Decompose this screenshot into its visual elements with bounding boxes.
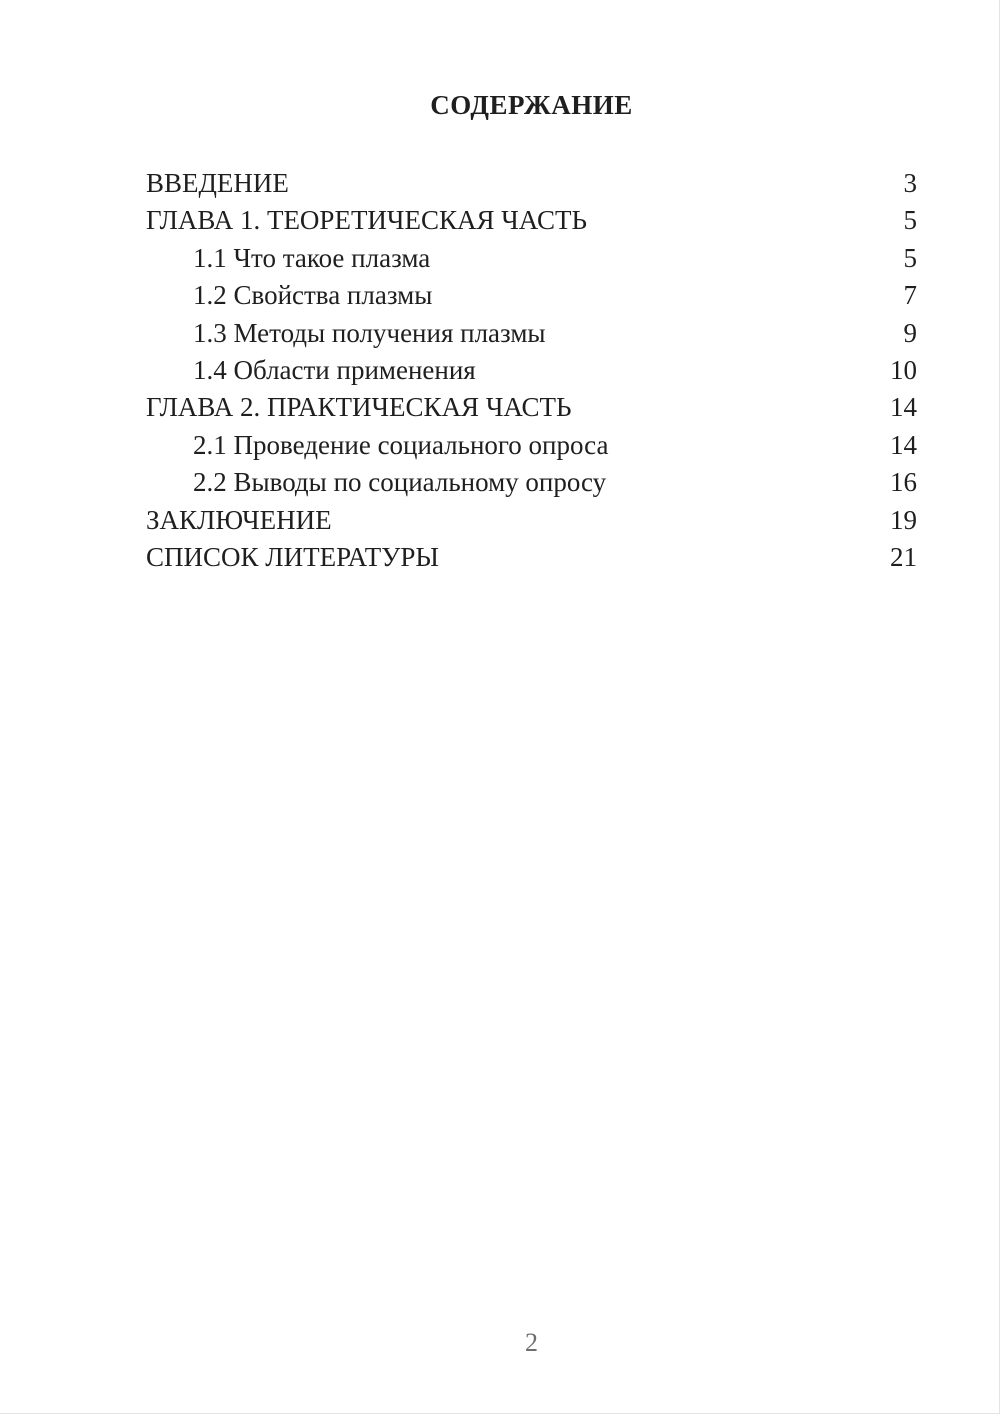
toc-entry-page: 16 bbox=[890, 467, 917, 498]
toc-entry-label: СПИСОК ЛИТЕРАТУРЫ bbox=[146, 541, 439, 572]
toc-entry-page: 14 bbox=[890, 392, 917, 423]
toc-entry-label: 1.3 Методы получения плазмы bbox=[193, 317, 546, 348]
toc-entry-page: 3 bbox=[903, 168, 917, 198]
toc-entry-page: 5 bbox=[903, 242, 917, 273]
toc-entry-page: 9 bbox=[903, 317, 917, 348]
toc-entry bbox=[146, 389, 917, 426]
toc-entry bbox=[146, 315, 917, 352]
toc-entry bbox=[146, 240, 917, 277]
toc-entry-page: 19 bbox=[890, 504, 917, 535]
toc-entry-label: 1.4 Области применения bbox=[193, 354, 476, 385]
toc-entry-label: ГЛАВА 1. ТЕОРЕТИЧЕСКАЯ ЧАСТЬ bbox=[146, 205, 587, 236]
toc-entry-label: ГЛАВА 2. ПРАКТИЧЕСКАЯ ЧАСТЬ bbox=[146, 392, 572, 423]
toc-entry bbox=[146, 202, 917, 239]
toc-entry-label: 1.1 Что такое плазма bbox=[193, 242, 431, 273]
toc-entry-label: 2.2 Выводы по социальному опросу bbox=[193, 467, 607, 498]
toc-entry bbox=[146, 277, 917, 314]
toc-entry-label: ЗАКЛЮЧЕНИЕ bbox=[146, 504, 332, 535]
toc-entry-page: 10 bbox=[890, 354, 917, 385]
toc-entry bbox=[146, 464, 917, 501]
table-of-contents bbox=[146, 165, 917, 576]
toc-entry-label: 1.2 Свойства плазмы bbox=[193, 280, 433, 311]
toc-entry bbox=[146, 165, 917, 202]
toc-entry-label: ВВЕДЕНИЕ bbox=[146, 168, 289, 198]
toc-entry-page: 14 bbox=[890, 429, 917, 460]
toc-entry bbox=[146, 427, 917, 464]
toc-entry-label: 2.1 Проведение социального опроса bbox=[193, 429, 609, 460]
page-title: СОДЕРЖАНИЕ bbox=[430, 90, 633, 120]
toc-entry bbox=[146, 539, 917, 576]
toc-entry-page: 5 bbox=[903, 205, 917, 236]
toc-entry-page: 21 bbox=[890, 541, 917, 572]
toc-entry-page: 7 bbox=[903, 280, 917, 311]
footer-page-number: 2 bbox=[525, 1328, 538, 1357]
toc-entry bbox=[146, 352, 917, 389]
toc-entry bbox=[146, 502, 917, 539]
